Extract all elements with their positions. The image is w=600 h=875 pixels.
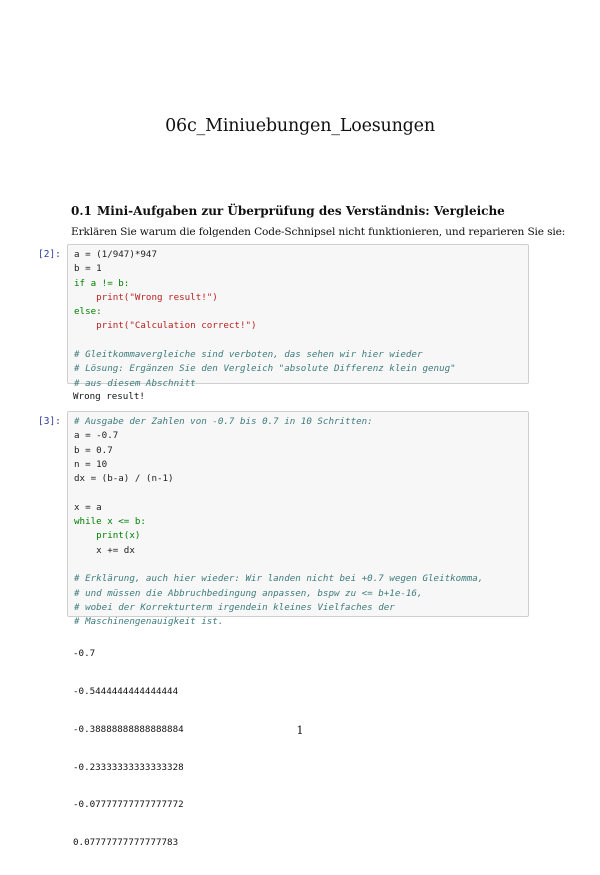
code-line xyxy=(74,415,522,429)
cell-output xyxy=(73,391,145,404)
code-text: b = 0.7 xyxy=(74,444,113,456)
code-line xyxy=(74,348,522,362)
output-line: -0.38888888888888884 xyxy=(73,723,184,735)
output-line: Wrong result! xyxy=(73,391,145,402)
code-comment: # wobei der Korrekturterm irgendein kleines Vielfaches der xyxy=(74,601,395,613)
page-number: 1 xyxy=(296,724,304,737)
code-line xyxy=(74,291,522,305)
code-text: n = 10 xyxy=(74,458,108,470)
code-line xyxy=(74,305,522,319)
code-line xyxy=(74,429,522,443)
code-cell[interactable] xyxy=(67,244,529,389)
code-line xyxy=(74,486,522,500)
code-text: print(x) xyxy=(74,530,141,542)
section-heading xyxy=(71,204,505,218)
code-line xyxy=(74,472,522,486)
code-line xyxy=(74,515,522,529)
cell-prompt: [3]: xyxy=(38,416,61,427)
code-line xyxy=(74,262,522,276)
code-line xyxy=(74,248,522,262)
code-line xyxy=(74,277,522,291)
document-title: 06c_Miniuebungen_Loesungen xyxy=(165,116,435,136)
output-line: 0.07777777777777783 xyxy=(73,837,179,849)
code-line xyxy=(74,601,522,615)
section-title: Mini-Aufgaben zur Überprüfung des Verständnis: Vergleiche xyxy=(97,204,505,218)
code-line xyxy=(74,444,522,458)
output-line: -0.7 xyxy=(73,648,96,660)
code-line xyxy=(74,572,522,586)
code-comment: # Gleitkommavergleiche sind verboten, das sehen wir hier wieder xyxy=(74,349,423,361)
output-line: -0.07777777777777772 xyxy=(73,799,184,811)
code-comment: # Lösung: Ergänzen Sie den Vergleich "absolute Differenz klein genug" xyxy=(74,363,456,375)
code-text: b = 1 xyxy=(74,263,102,275)
code-line xyxy=(74,529,522,543)
output-line: -0.23333333333333328 xyxy=(73,761,184,773)
code-comment: # aus diesem Abschnitt xyxy=(74,377,196,389)
code-text: x += dx xyxy=(74,544,135,556)
code-text: a = (1/947)*947 xyxy=(74,249,157,260)
section-intro: Erklären Sie warum die folgenden Code-Schnipsel nicht funktionieren, und reparieren Sie sie: xyxy=(71,226,566,238)
code-comment: # Ausgabe der Zahlen von -0.7 bis 0.7 in 10 Schritten: xyxy=(74,416,373,427)
code-text: if a != b: xyxy=(74,277,130,289)
code-line xyxy=(74,362,522,376)
code-line xyxy=(74,334,522,348)
code-text: print("Calculation correct!") xyxy=(74,320,257,332)
code-line xyxy=(74,377,522,391)
code-text: print("Wrong result!") xyxy=(74,291,218,303)
code-text: dx = (b-a) / (n-1) xyxy=(74,473,174,485)
code-text: while x <= b: xyxy=(74,516,146,528)
code-comment: # Erklärung, auch hier wieder: Wir landen nicht bei +0.7 wegen Gleitkomma, xyxy=(74,573,484,585)
cell-output xyxy=(73,623,184,875)
code-line xyxy=(74,501,522,515)
cell-prompt: [2]: xyxy=(38,249,61,260)
code-text: else: xyxy=(74,306,102,318)
code-line xyxy=(74,558,522,572)
code-line xyxy=(74,319,522,333)
code-line xyxy=(74,544,522,558)
code-comment: # Maschinengenauigkeit ist. xyxy=(74,616,224,628)
output-line: -0.5444444444444444 xyxy=(73,685,179,697)
code-text: a = -0.7 xyxy=(74,430,119,442)
section-number: 0.1 xyxy=(71,204,92,218)
code-text: x = a xyxy=(74,501,102,513)
code-comment: # und müssen die Abbruchbedingung anpassen, bspw zu <= b+1e-16, xyxy=(74,587,423,599)
code-cell[interactable] xyxy=(67,411,529,628)
code-line xyxy=(74,587,522,601)
code-line xyxy=(74,458,522,472)
